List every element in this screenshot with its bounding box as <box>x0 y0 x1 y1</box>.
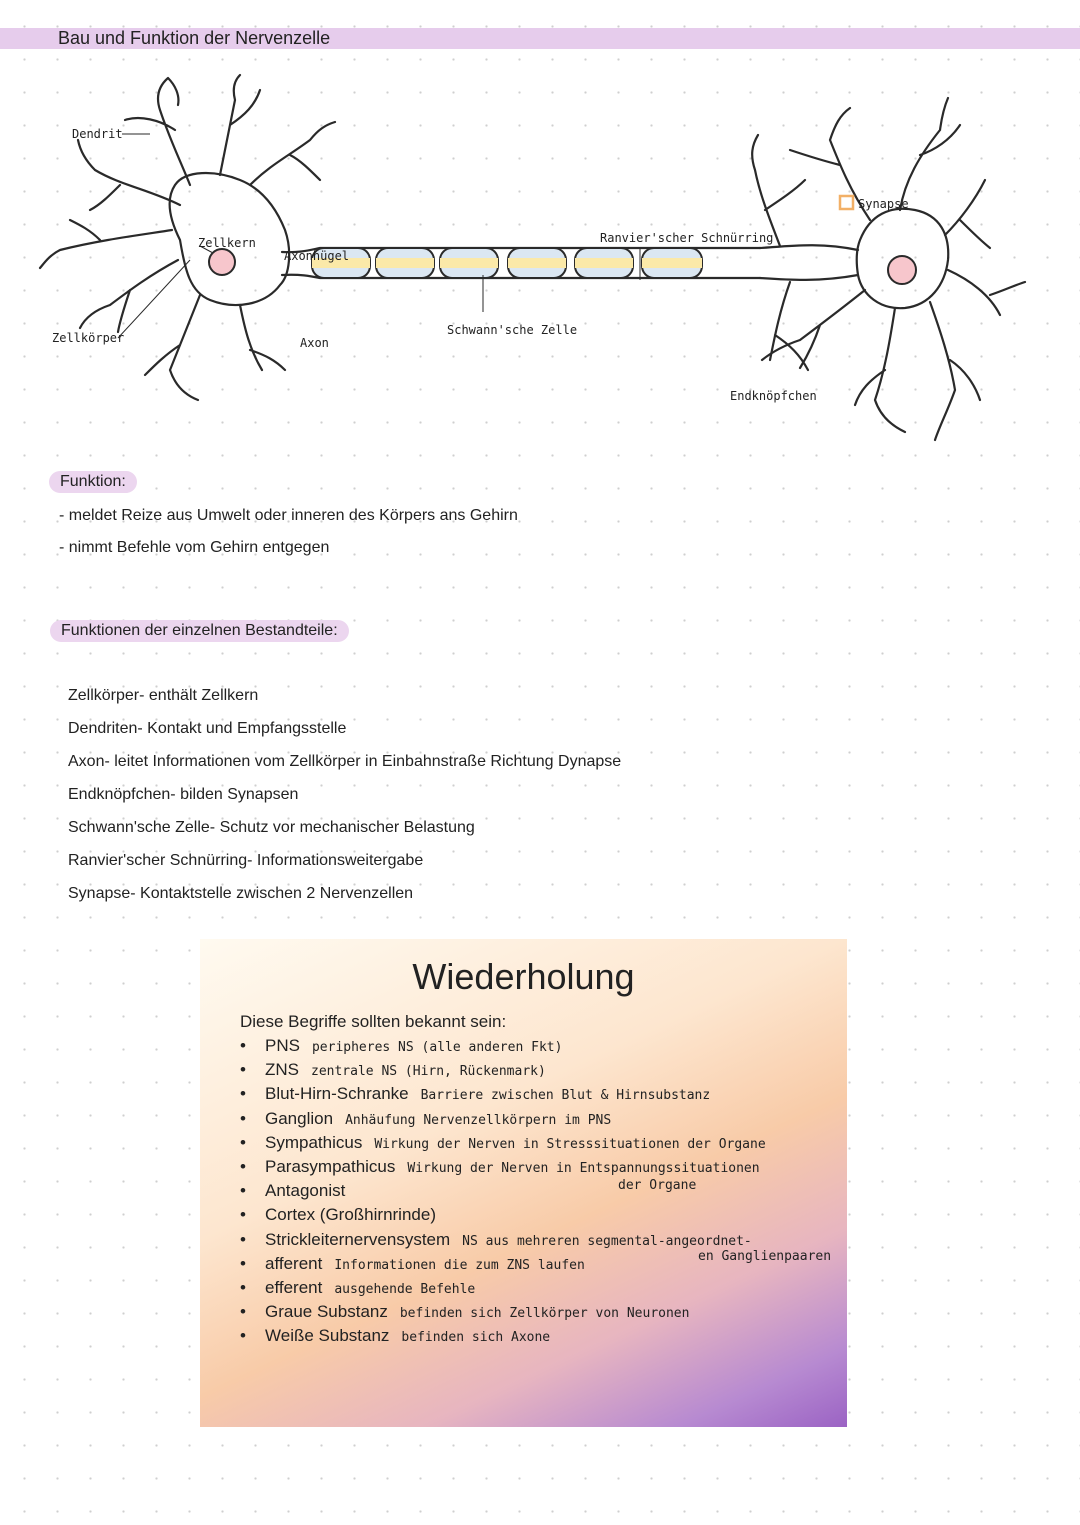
bestandteil-line: Ranvier'scher Schnürring- Informationsweitergabe <box>68 852 424 869</box>
myelin-sheath <box>312 248 702 278</box>
label-zellkoerper: Zellkörper <box>52 331 125 345</box>
label-endknoepfchen: Endknöpfchen <box>730 389 817 403</box>
left-dendrite <box>80 260 178 332</box>
list-item: • Blut-Hirn-Schranke Barriere zwischen Blut & Hirnsubstanz <box>240 1084 711 1104</box>
list-item: • Weiße Substanz befinden sich Axone <box>240 1326 551 1346</box>
left-dendrite <box>250 122 335 185</box>
page-title: Bau und Funktion der Nervenzelle <box>58 28 331 48</box>
list-item: • Sympathicus Wirkung der Nerven in Stresssituationen der Organe <box>240 1132 766 1152</box>
bestandteil-line: Axon- leitet Informationen vom Zellkörper in Einbahnstraße Richtung Dynapse <box>68 753 622 770</box>
funktion-heading: Funktion: <box>49 471 137 493</box>
list-item: • Ganglion Anhäufung Nervenzellkörpern im PNS <box>240 1108 612 1128</box>
left-dendrite <box>240 305 285 370</box>
right-axon-branches <box>770 282 808 370</box>
bestandteil-line: Zellkörper- enthält Zellkern <box>68 687 259 704</box>
funktion-line: - meldet Reize aus Umwelt oder inneren des Körpers ans Gehirn <box>59 507 518 524</box>
left-dendrite <box>40 220 172 268</box>
left-dendrite <box>125 78 190 185</box>
list-item: • Graue Substanz befinden sich Zellkörper von Neuronen <box>240 1302 690 1322</box>
bestandteile-heading: Funktionen der einzelnen Bestandteile: <box>50 620 349 642</box>
list-item: • Cortex (Großhirnrinde) <box>240 1205 436 1225</box>
label-zellkern: Zellkern <box>198 236 256 250</box>
label-axonhuegel: Axonhügel <box>284 249 350 263</box>
list-item: • ZNS zentrale NS (Hirn, Rückenmark) <box>240 1060 546 1080</box>
right-dendrite <box>930 302 980 440</box>
bestandteil-line: Synapse- Kontaktstelle zwischen 2 Nervenzellen <box>68 885 414 902</box>
right-dendrite <box>948 270 1025 315</box>
bestandteil-line: Endknöpfchen- bilden Synapsen <box>68 786 299 803</box>
list-item: • PNS peripheres NS (alle anderen Fkt) <box>240 1036 563 1055</box>
left-dendrite <box>220 75 260 175</box>
label-ranvier: Ranvier'scher Schnürring <box>600 231 774 245</box>
left-dendrite <box>78 140 180 210</box>
synapse-marker <box>840 196 853 209</box>
wiederholung-card <box>200 939 847 1427</box>
label-synapse: Synapse <box>858 197 909 211</box>
list-item: • Strickleiternervensystem NS aus mehreren segmental-angeordnet- <box>240 1229 752 1249</box>
neuron-diagram <box>0 70 1080 510</box>
bestandteil-line: Dendriten- Kontakt und Empfangsstelle <box>68 720 347 737</box>
left-dendrite <box>145 295 200 400</box>
right-dendrite <box>945 180 990 248</box>
right-nucleus <box>888 256 916 284</box>
label-axon: Axon <box>300 336 329 350</box>
right-axon-branches <box>760 245 858 280</box>
note-organe: der Organe <box>618 1178 697 1193</box>
wiederholung-intro: Diese Begriffe sollten bekannt sein: <box>240 1012 507 1031</box>
right-dendrite <box>855 308 905 432</box>
list-item: • Parasympathicus Wirkung der Nerven in Entspannungssituationen <box>240 1156 760 1176</box>
wiederholung-title: Wiederholung <box>412 956 635 997</box>
label-dendrit: Dendrit <box>72 127 123 141</box>
funktion-line: - nimmt Befehle vom Gehirn entgegen <box>59 539 330 556</box>
list-item: • afferent Informationen die zum ZNS laufen <box>240 1253 585 1273</box>
list-item: • efferent ausgehende Befehle <box>240 1277 476 1297</box>
note-ganglien: en Ganglienpaaren <box>698 1249 832 1264</box>
right-dendrite <box>900 98 960 210</box>
list-item: • Antagonist <box>240 1181 346 1201</box>
bestandteil-line: Schwann'sche Zelle- Schutz vor mechanischer Belastung <box>68 819 475 836</box>
label-schwann: Schwann'sche Zelle <box>447 323 578 337</box>
